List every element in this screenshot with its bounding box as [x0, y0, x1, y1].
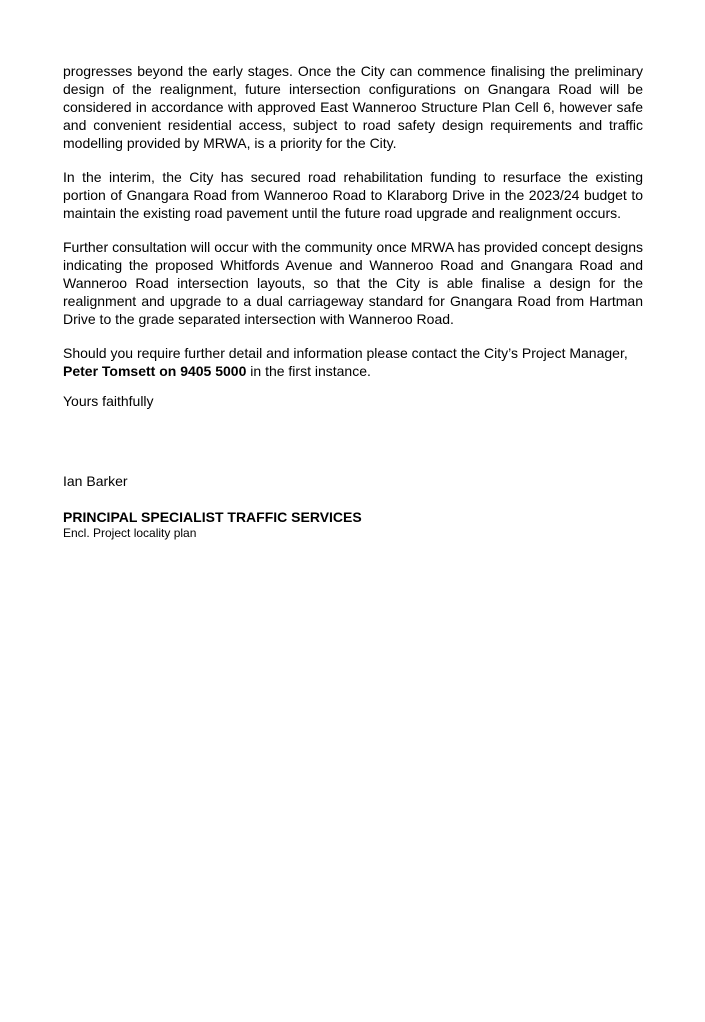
paragraph-further-consultation: Further consultation will occur with the community once MRWA has provided concept designs indicating the proposed Whitfords Avenue and Wanneroo Road and Gnangara Road and Wanneroo Road intersection layouts, so that the City is able finalise a design for the realignment and upgrade to a dual carriageway standard for Gnangara Road from Hartman Drive to the grade separated intersection with Wanneroo Road. — [63, 239, 643, 327]
signature-space — [63, 422, 643, 472]
contact-text-end: in the first instance. — [246, 363, 371, 379]
paragraph-contact — [63, 344, 643, 380]
contact-text-start: Should you require further detail and information please contact the City’s Project Manager, — [63, 345, 628, 361]
letter-body — [63, 62, 643, 540]
signatory-title: PRINCIPAL SPECIALIST TRAFFIC SERVICES — [63, 509, 362, 525]
signatory-name: Ian Barker — [63, 473, 128, 489]
closing-salutation: Yours faithfully — [63, 393, 154, 409]
enclosure-note: Encl. Project locality plan — [63, 526, 197, 540]
paragraph-interim-funding: In the interim, the City has secured road rehabilitation funding to resurface the existing portion of Gnangara Road from Wanneroo Road to Klaraborg Drive in the 2023/24 budget to maintain the existing road pavement until the future road upgrade and realignment occurs. — [63, 169, 643, 221]
contact-person: Peter Tomsett on 9405 5000 — [63, 363, 247, 379]
paragraph-intersection-design: progresses beyond the early stages. Once the City can commence finalising the preliminary design of the realignment, future intersection configurations on Gnangara Road will be considered in accordance with approved East Wanneroo Structure Plan Cell 6, however safe and convenient residential access, subject to road safety design requirements and traffic modelling provided by MRWA, is a priority for the City. — [63, 63, 643, 151]
